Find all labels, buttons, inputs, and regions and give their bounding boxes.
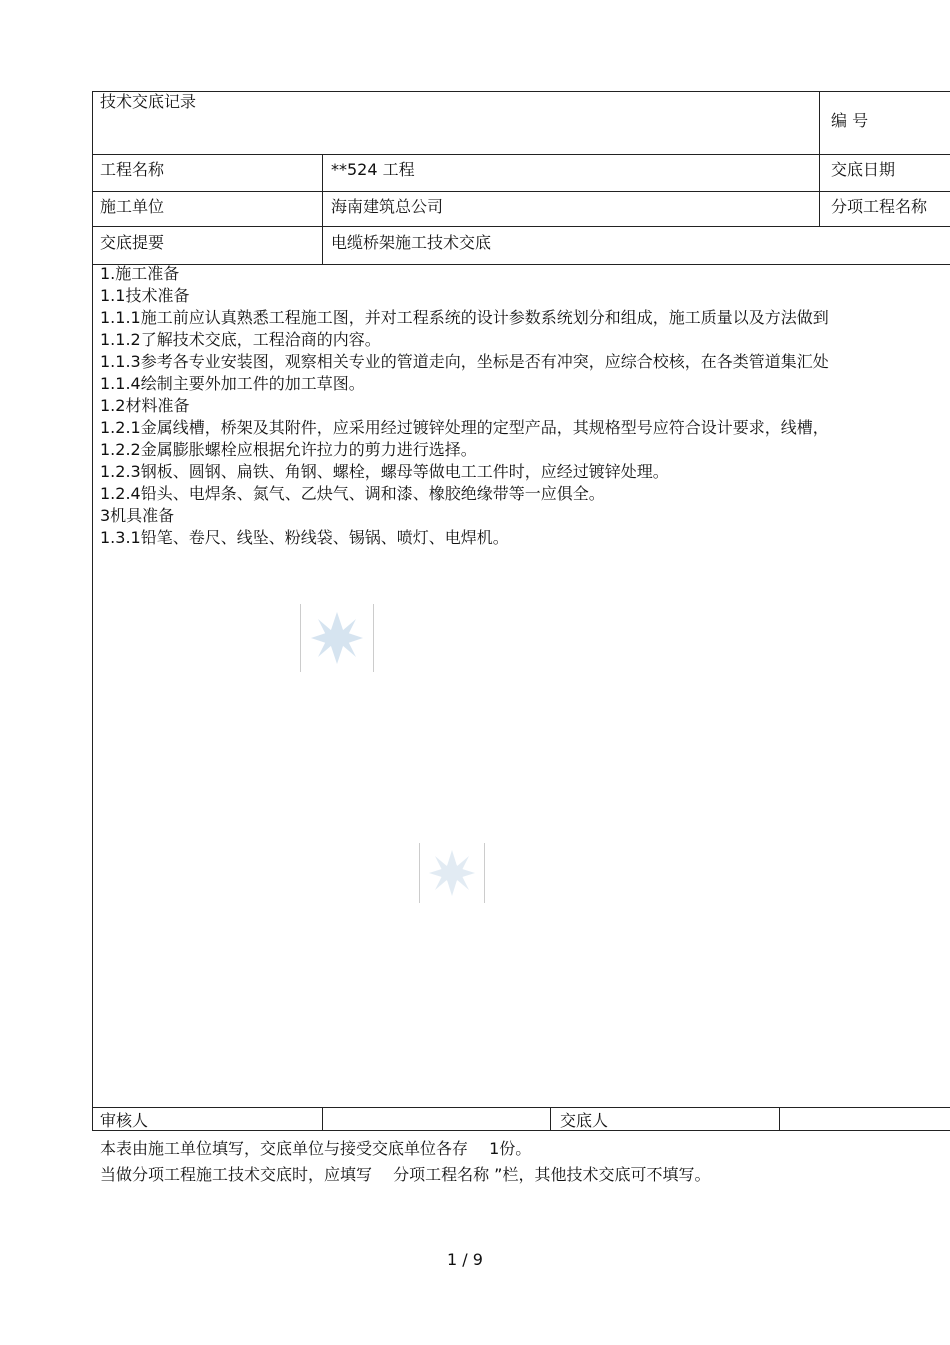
note-line: 本表由施工单位填写，交底单位与接受交底单位各存 1份。 [100, 1139, 532, 1158]
content-line: 3机具准备 [100, 506, 175, 525]
content-line: 1.1技术准备 [100, 286, 190, 305]
reviewer-label: 审核人 [100, 1111, 149, 1130]
technical-disclosure-table [92, 91, 950, 1131]
column-divider [322, 1107, 323, 1130]
subitem-name-label: 分项工程名称 [831, 197, 928, 216]
column-divider [550, 1107, 551, 1130]
form-notes [100, 1136, 710, 1188]
content-line: 1.1.2了解技术交底，工程洽商的内容。 [100, 330, 381, 349]
project-name-label: 工程名称 [100, 160, 165, 179]
summary-value: 电缆桥架施工技术交底 [331, 233, 492, 252]
project-name-value: **524 工程 [331, 160, 415, 179]
note-line: 当做分项工程施工技术交底时，应填写 分项工程名称 ”栏，其他技术交底可不填写。 [100, 1165, 711, 1184]
content-line: 1.2.3钢板、圆钢、扁铁、角钢、螺栓，螺母等做电工工件时，应经过镀锌处理。 [100, 462, 669, 481]
presenter-label: 交底人 [560, 1111, 609, 1130]
content-line: 1.1.1施工前应认真熟悉工程施工图，并对工程系统的设计参数系统划分和组成，施工质量以及方法做到 [100, 308, 829, 327]
row-divider [93, 226, 950, 227]
content-line: 1.2材料准备 [100, 396, 190, 415]
contractor-value: 海南建筑总公司 [331, 197, 444, 216]
content-line: 1.2.2金属膨胀螺栓应根据允许拉力的剪力进行选择。 [100, 440, 477, 459]
watermark-snowflake-icon [419, 843, 485, 903]
watermark-snowflake-icon [300, 604, 374, 672]
column-divider [819, 92, 820, 226]
row-divider [93, 1107, 950, 1108]
summary-label: 交底提要 [100, 233, 165, 252]
column-divider [322, 154, 323, 264]
disclosure-content [100, 263, 945, 549]
table-bottom-border [93, 1130, 950, 1131]
disclosure-date-label: 交底日期 [831, 160, 896, 179]
row-divider [93, 191, 950, 192]
row-divider [93, 154, 950, 155]
content-line: 1.2.1金属线槽，桥架及其附件，应采用经过镀锌处理的定型产品，其规格型号应符合设计要求，线槽， [100, 418, 829, 437]
page-number: 1 / 9 [447, 1250, 483, 1269]
number-label: 编 号 [831, 111, 869, 130]
content-line: 1.2.4铅头、电焊条、氮气、乙炔气、调和漆、橡胶绝缘带等一应俱全。 [100, 484, 605, 503]
form-title: 技术交底记录 [100, 92, 197, 111]
content-line: 1.3.1铅笔、卷尺、线坠、粉线袋、锡锅、喷灯、电焊机。 [100, 528, 509, 547]
content-line: 1.施工准备 [100, 264, 180, 283]
content-line: 1.1.4绘制主要外加工件的加工草图。 [100, 374, 365, 393]
contractor-label: 施工单位 [100, 197, 165, 216]
content-line: 1.1.3参考各专业安装图，观察相关专业的管道走向，坐标是否有冲突，应综合校核，在各类管道集汇处 [100, 352, 829, 371]
column-divider [779, 1107, 780, 1130]
